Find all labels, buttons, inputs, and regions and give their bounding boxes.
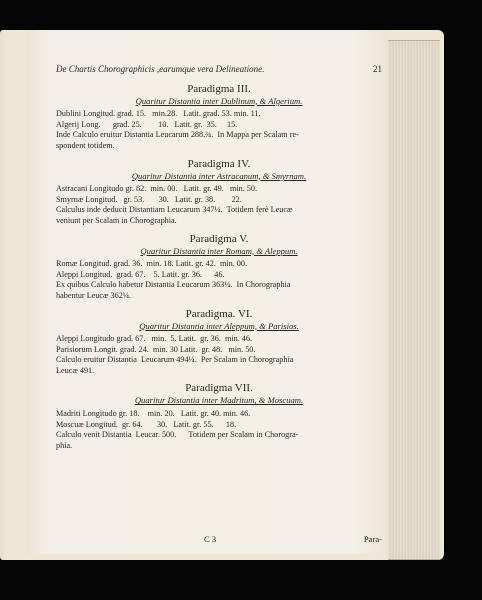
text-line: Romæ Longitud. grad. 36. min. 18. Latit. gr. 42. min. 00. (56, 259, 248, 269)
paradigm-subtitle: Quaritur Distantia inter Romam, & Aleppum. (140, 245, 298, 256)
page-content (56, 64, 382, 544)
paradigm-subtitle: Quaritur Distantia inter Aleppum, & Parisios. (139, 320, 299, 331)
text-line: Algerij Long. grad. 25. 10. Latit. gr. 35. 15. (56, 119, 238, 129)
paradigm-heading: Paradigma. VI. (185, 307, 253, 320)
text-line: Parisiorum Longit. grad. 24. min. 30 Latit. gr. 48. min. 50. (56, 344, 256, 354)
paradigm-subtitle: Quaritur Distantia inter Madritum, & Moscuam. (134, 395, 304, 406)
text-line: Inde Calculo eruitur Distantia Leucarum 288.¾. In Mappa per Scalam re- (56, 130, 299, 140)
text-line: Smyrnæ Longitud. gr. 53. 30. Latit. gr. 38. 22. (56, 194, 242, 204)
paradigm-heading: Paradigma IV. (187, 157, 251, 170)
text-line: habentur Leucæ 362¼. (56, 290, 132, 300)
paradigm-heading: Paradigma III. (187, 82, 251, 95)
text-line: Dublini Longitud. grad. 15. min.28. Latit. grad. 53. min. 11. (56, 109, 261, 119)
text-line: Aleppi Longitudo grad. 67. min. 5. Latit. gr. 36. min. 46. (56, 334, 253, 344)
catchword: Para- (363, 534, 382, 544)
text-line: veniunt per Scalam in Chorographia. (56, 215, 177, 225)
text-line: Calculus inde deducit Distantiam Leucarum 347¼. Totidem ferè Leucæ (56, 205, 293, 215)
paradigm-subtitle: Quaritur Distantia inter Astracanum, & Smyrnam. (131, 170, 307, 181)
text-line: spondent totidem. (56, 140, 115, 150)
paradigm-section (56, 83, 382, 152)
paradigm-section (56, 308, 382, 377)
signature-mark: C 3 (204, 534, 217, 544)
paradigm-section (56, 233, 382, 302)
running-header (56, 64, 382, 75)
running-title: De Chartis Chorographicis ,earumque vera Delineatione. (56, 64, 265, 74)
text-line: Moscuæ Longitud. gr. 64. 30. Latit. gr. 55. 18. (56, 419, 237, 429)
paradigm-heading: Paradigma VII. (185, 382, 253, 395)
paradigm-heading: Paradigma V. (189, 232, 249, 245)
text-line: Madriti Longitudo gr. 18. min. 20. Latit. gr. 40. min. 46. (56, 409, 251, 419)
text-line: Astracani Longitudo gr. 82. min. 00. Latit. gr. 49. min. 50. (56, 184, 258, 194)
text-line: Aleppi Longitud. grad. 67. 5. Latit. gr. 36. 46. (56, 269, 225, 279)
paradigm-subtitle: Quaritur Distantia inter Dublinum, & Algerium. (135, 95, 303, 106)
text-line: Leucæ 491. (56, 365, 95, 375)
text-line: Ex quibus Calculo habetur Distantia Leucarum 363¼. In Chorographia (56, 280, 291, 290)
text-line: phia. (56, 440, 73, 450)
text-line: Calculo eruitur Distantia Leucarum 494¼. Per Scalam in Chorographia (56, 355, 294, 365)
page (26, 30, 388, 554)
text-line: Calculo venit Distantia Leucar. 500. Totidem per Scalam in Chorogra- (56, 430, 299, 440)
paradigm-section (56, 382, 382, 451)
page-number: 21 (373, 64, 382, 74)
page-edges (388, 40, 440, 560)
paradigm-section (56, 158, 382, 227)
